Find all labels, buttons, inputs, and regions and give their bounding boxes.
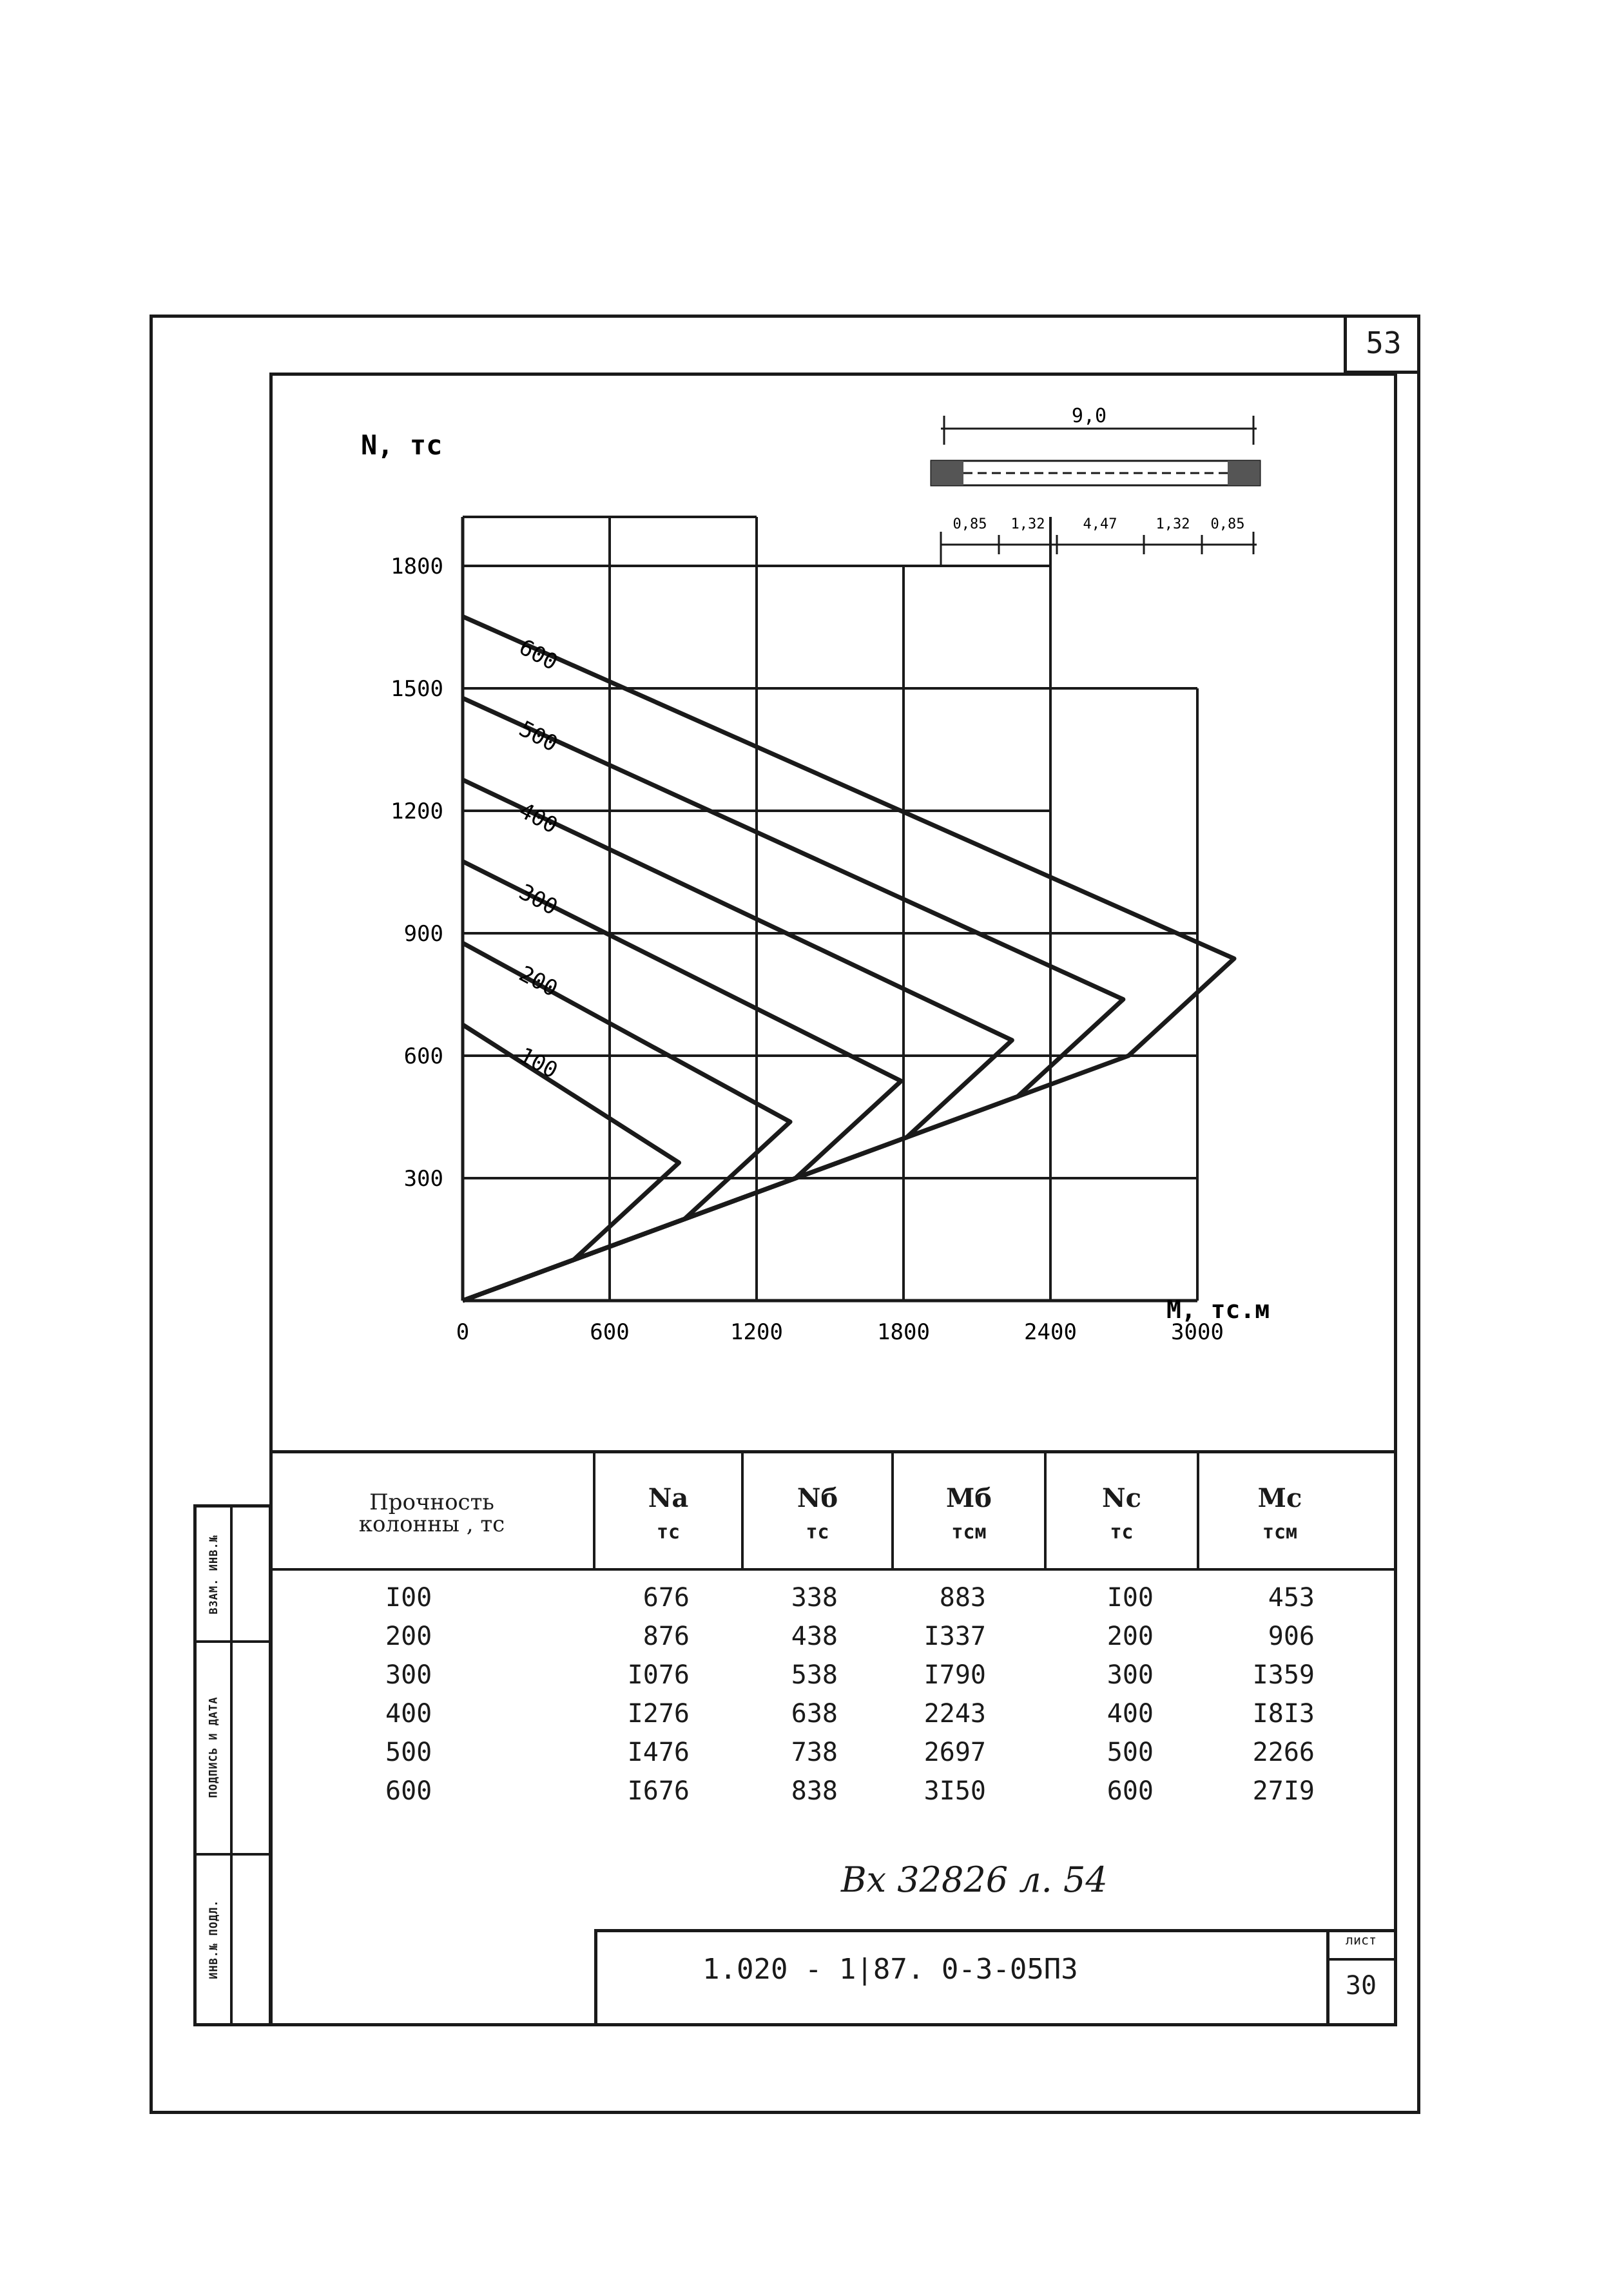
chart-grid [463, 517, 1197, 1301]
table-cell: 538 [791, 1660, 838, 1690]
table-cell: 838 [791, 1776, 838, 1806]
table-cell: I076 [627, 1660, 690, 1690]
sketch-seg-1: 0,85 [952, 516, 987, 532]
table-cell: I00 [385, 1583, 432, 1613]
table-cell: 338 [791, 1583, 838, 1613]
table-cell: I476 [627, 1738, 690, 1767]
table-cell: 906 [1268, 1622, 1315, 1651]
sketch-seg-3: 4,47 [1083, 516, 1117, 532]
sketch-seg-5: 0,85 [1210, 516, 1245, 532]
table-cell: 400 [385, 1699, 432, 1729]
header-mc: Mc тсм [1257, 1483, 1302, 1544]
table-header-border [269, 1568, 1397, 1571]
x-tick-label: 3000 [1171, 1319, 1224, 1345]
table-cell: 2243 [923, 1699, 986, 1729]
y-tick-label: 900 [403, 921, 443, 947]
table-cell: 27I9 [1252, 1776, 1315, 1806]
header-strength: Прочность колонны , тс [358, 1489, 505, 1537]
sketch-seg-2: 1,32 [1010, 516, 1045, 532]
y-tick-label: 1500 [391, 676, 443, 702]
curve-600 [463, 617, 1234, 1301]
curve-label-500: 500 [514, 715, 562, 757]
table-cell: 300 [1107, 1660, 1154, 1690]
x-tick-label: 0 [456, 1319, 470, 1345]
header-nc: Nc тс [1102, 1483, 1141, 1544]
sheet-label: лист [1345, 1932, 1377, 1948]
header-mb: Mб тсм [946, 1483, 992, 1544]
table-cell: 300 [385, 1660, 432, 1690]
section-sketch [931, 405, 1260, 567]
interaction-chart [269, 374, 1394, 1450]
x-axis-label: M, тс.м [1166, 1295, 1270, 1324]
table-cell: 3I50 [923, 1776, 986, 1806]
table-cell: 600 [1107, 1776, 1154, 1806]
table-cell: I8I3 [1252, 1699, 1315, 1729]
sheet-page-number: 30 [1345, 1971, 1377, 2001]
table-cell: 2266 [1252, 1738, 1315, 1767]
y-tick-label: 1800 [391, 554, 443, 579]
table-cell: 200 [385, 1622, 432, 1651]
table-top-border [269, 1450, 1397, 1453]
curve-label-200: 200 [514, 960, 562, 1002]
x-tick-label: 1800 [877, 1319, 930, 1345]
curve-300 [463, 862, 901, 1301]
curve-label-100: 100 [514, 1042, 562, 1084]
outer-frame-right-edge [1417, 373, 1420, 2026]
table-cell: I276 [627, 1699, 690, 1729]
chart-tick-labels [391, 554, 1224, 1345]
curve-label-300: 300 [514, 879, 562, 921]
y-tick-label: 1200 [391, 799, 443, 824]
x-tick-label: 2400 [1024, 1319, 1077, 1345]
table-cell: I790 [923, 1660, 986, 1690]
side-stamp-strip [193, 1504, 272, 2026]
header-nb: Nб тс [797, 1483, 838, 1544]
table-cell: I337 [923, 1622, 986, 1651]
y-tick-label: 600 [403, 1043, 443, 1069]
table-cell: I00 [1107, 1583, 1154, 1613]
table-cell: 438 [791, 1622, 838, 1651]
table-cell: 876 [643, 1622, 690, 1651]
table-cell: 638 [791, 1699, 838, 1729]
table-cell: 676 [643, 1583, 690, 1613]
y-axis-label: N, тс [361, 429, 443, 461]
table-cell: 738 [791, 1738, 838, 1767]
x-tick-label: 1200 [730, 1319, 783, 1345]
curve-label-600: 600 [514, 634, 562, 676]
table-cell: 2697 [923, 1738, 986, 1767]
table-cell: 500 [1107, 1738, 1154, 1767]
table-cell: 400 [1107, 1699, 1154, 1729]
table-cell: 600 [385, 1776, 432, 1806]
header-na: Na тс [648, 1483, 689, 1544]
curve-label-400: 400 [514, 797, 562, 839]
sheet-box-divider [1326, 1958, 1397, 1961]
side-label-sign: ПОДПИСЬ И ДАТА [208, 1696, 221, 1798]
table-cell: 453 [1268, 1583, 1315, 1613]
curve-400 [463, 780, 1012, 1301]
inner-frame-right-edge [1394, 373, 1397, 2026]
table-cell: I676 [627, 1776, 690, 1806]
table-cell: 200 [1107, 1622, 1154, 1651]
sketch-seg-4: 1,32 [1155, 516, 1190, 532]
document-code: 1.020 - 1|87. 0-3-05ПЗ [702, 1953, 1078, 1986]
x-tick-label: 600 [590, 1319, 630, 1345]
table-cell: I359 [1252, 1660, 1315, 1690]
curve-200 [463, 943, 790, 1301]
sketch-total-width: 9,0 [1071, 405, 1107, 427]
chart-curves [463, 617, 1234, 1301]
sheet-number: 53 [1344, 315, 1420, 374]
handwritten-note: Вх 32826 л. 54 [841, 1859, 1108, 1900]
side-label-orig: ИНВ.№ ПОДЛ. [208, 1899, 220, 1979]
y-tick-label: 300 [403, 1166, 443, 1192]
side-label-inv: ВЗАМ. ИНВ.№ [208, 1535, 220, 1615]
table-cell: 883 [939, 1583, 986, 1613]
table-cell: 500 [385, 1738, 432, 1767]
